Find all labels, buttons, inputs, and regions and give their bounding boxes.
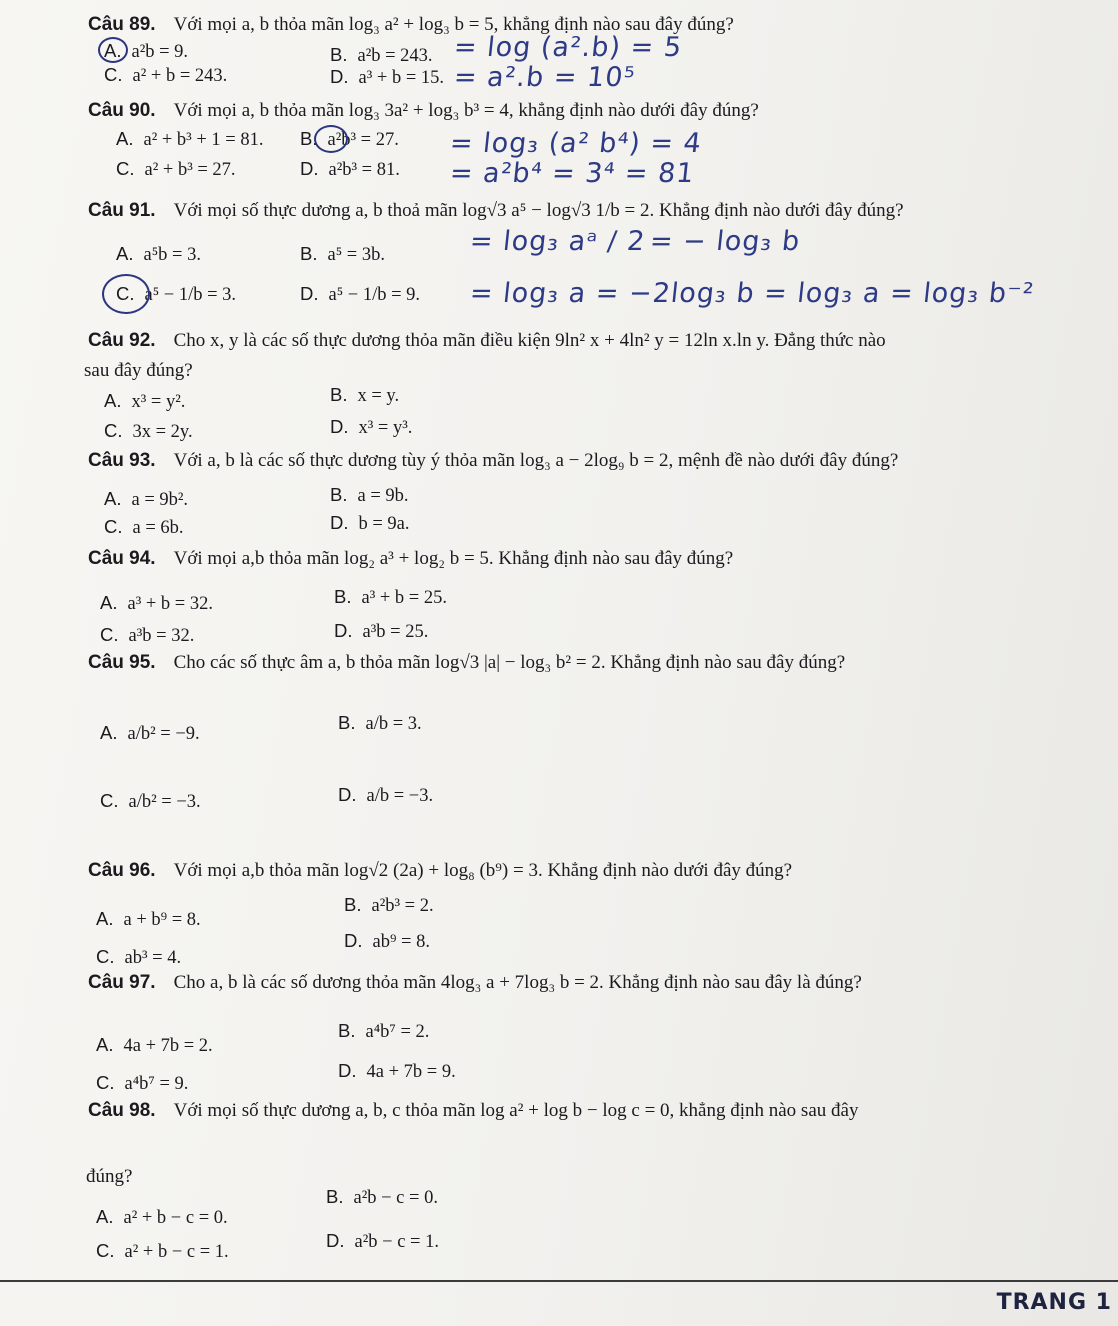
option-91-c[interactable]: C. a⁵ − 1/b = 3.: [116, 283, 237, 305]
question-90: [88, 100, 759, 122]
option-96-c[interactable]: C. ab³ = 4.: [96, 946, 182, 968]
question-number: Câu 91.: [88, 200, 156, 221]
question-stem: Với mọi a, b thỏa mãn log₃ a² + log₃ b = 5, khẳng định nào sau đây đúng?: [173, 14, 734, 35]
option-96-d[interactable]: D. ab⁹ = 8.: [344, 930, 430, 952]
question-number: Câu 95.: [88, 652, 156, 673]
page-number: TRANG 1: [996, 1290, 1112, 1315]
question-number: Câu 96.: [88, 860, 156, 881]
question-number: Câu 92.: [88, 330, 156, 351]
option-94-b[interactable]: B. a³ + b = 25.: [334, 586, 447, 608]
option-98-c[interactable]: C. a² + b − c = 1.: [96, 1240, 229, 1262]
handwritten-note: = log₃ aᵃ / 2: [468, 226, 647, 257]
question-number: Câu 89.: [88, 14, 156, 35]
question-stem: Cho a, b là các số dương thỏa mãn 4log₃ a + 7log₃ b = 2. Khẳng định nào sau đây là đúng?: [173, 972, 862, 993]
option-95-d[interactable]: D. a/b = −3.: [338, 784, 434, 806]
question-97: [88, 972, 862, 994]
option-93-b[interactable]: B. a = 9b.: [330, 484, 409, 506]
option-89-b[interactable]: B. a²b = 243.: [330, 44, 433, 66]
question-stem: Với mọi số thực dương a, b, c thỏa mãn log a² + log b − log c = 0, khẳng định nào sau đây: [173, 1100, 859, 1121]
question-94: [88, 548, 733, 570]
option-90-b[interactable]: B. a²b³ = 27.: [300, 128, 399, 150]
option-98-b[interactable]: B. a²b − c = 0.: [326, 1186, 438, 1208]
option-97-b[interactable]: B. a⁴b⁷ = 2.: [338, 1020, 430, 1042]
question-stem: Với a, b là các số thực dương tùy ý thỏa mãn log₃ a − 2log₉ b = 2, mệnh đề nào dưới đây đúng?: [173, 450, 899, 471]
option-97-a[interactable]: A. 4a + 7b = 2.: [96, 1034, 213, 1056]
question-stem: Cho x, y là các số thực dương thỏa mãn điều kiện 9ln² x + 4ln² y = 12ln x.ln y. Đẳng thức nào: [173, 330, 886, 351]
question-stem: Với mọi a,b thỏa mãn log√2 (2a) + log₈ (b⁹) = 3. Khẳng định nào dưới đây đúng?: [173, 860, 793, 881]
question-number: Câu 94.: [88, 548, 156, 569]
option-92-b[interactable]: B. x = y.: [330, 384, 400, 406]
question-number: Câu 98.: [88, 1100, 156, 1121]
option-89-d[interactable]: D. a³ + b = 15.: [330, 66, 444, 88]
question-number: Câu 90.: [88, 100, 156, 121]
option-90-a[interactable]: A. a² + b³ + 1 = 81.: [116, 128, 264, 150]
handwritten-note: = − log₃ b: [648, 226, 802, 257]
handwritten-note: = a².b = 10⁵: [452, 62, 637, 93]
option-96-b[interactable]: B. a²b³ = 2.: [344, 894, 434, 916]
handwritten-note: = log₃ (a² b⁴) = 4: [448, 128, 704, 159]
handwritten-note: = a²b⁴ = 3⁴ = 81: [448, 158, 697, 189]
option-94-d[interactable]: D. a³b = 25.: [334, 620, 429, 642]
footer-divider: [0, 1280, 1118, 1282]
question-stem-continued: sau đây đúng?: [84, 360, 193, 381]
option-91-d[interactable]: D. a⁵ − 1/b = 9.: [300, 283, 421, 305]
option-94-c[interactable]: C. a³b = 32.: [100, 624, 195, 646]
option-93-d[interactable]: D. b = 9a.: [330, 512, 410, 534]
question-98: [88, 1100, 858, 1122]
question-stem-continued: đúng?: [86, 1166, 133, 1187]
question-stem: Với mọi số thực dương a, b thoả mãn log√3 a⁵ − log√3 1/b = 2. Khẳng định nào dưới đây đúng?: [173, 200, 904, 221]
option-91-b[interactable]: B. a⁵ = 3b.: [300, 243, 385, 265]
option-97-d[interactable]: D. 4a + 7b = 9.: [338, 1060, 456, 1082]
option-98-a[interactable]: A. a² + b − c = 0.: [96, 1206, 228, 1228]
option-95-b[interactable]: B. a/b = 3.: [338, 712, 422, 734]
handwritten-note: = log (a².b) = 5: [452, 32, 684, 63]
question-number: Câu 97.: [88, 972, 156, 993]
option-92-c[interactable]: C. 3x = 2y.: [104, 420, 193, 442]
option-93-a[interactable]: A. a = 9b².: [104, 488, 189, 510]
question-stem: Cho các số thực âm a, b thỏa mãn log√3 |a| − log₃ b² = 2. Khẳng định nào sau đây đúng?: [173, 652, 846, 673]
question-stem: Với mọi a, b thỏa mãn log₃ 3a² + log₃ b³ = 4, khẳng định nào dưới đây đúng?: [173, 100, 759, 121]
question-92: [88, 330, 886, 352]
option-96-a[interactable]: A. a + b⁹ = 8.: [96, 908, 201, 930]
option-94-a[interactable]: A. a³ + b = 32.: [100, 592, 213, 614]
option-95-a[interactable]: A. a/b² = −9.: [100, 722, 200, 744]
question-stem: Với mọi a,b thỏa mãn log₂ a³ + log₂ b = 5. Khẳng định nào sau đây đúng?: [173, 548, 734, 569]
question-93: [88, 450, 898, 472]
option-90-c[interactable]: C. a² + b³ = 27.: [116, 158, 236, 180]
option-95-c[interactable]: C. a/b² = −3.: [100, 790, 201, 812]
option-90-d[interactable]: D. a²b³ = 81.: [300, 158, 400, 180]
question-96: [88, 860, 792, 882]
question-number: Câu 93.: [88, 450, 156, 471]
option-98-d[interactable]: D. a²b − c = 1.: [326, 1230, 439, 1252]
option-92-d[interactable]: D. x³ = y³.: [330, 416, 413, 438]
question-91: [88, 200, 904, 222]
question-95: [88, 652, 845, 674]
option-89-c[interactable]: C. a² + b = 243.: [104, 64, 228, 86]
option-91-a[interactable]: A. a⁵b = 3.: [116, 243, 201, 265]
handwritten-note: = log₃ a = −2log₃ b = log₃ a = log₃ b⁻²: [468, 278, 1036, 309]
option-92-a[interactable]: A. x³ = y².: [104, 390, 186, 412]
option-93-c[interactable]: C. a = 6b.: [104, 516, 184, 538]
option-89-a[interactable]: A. a²b = 9.: [104, 40, 189, 62]
option-97-c[interactable]: C. a⁴b⁷ = 9.: [96, 1072, 189, 1094]
